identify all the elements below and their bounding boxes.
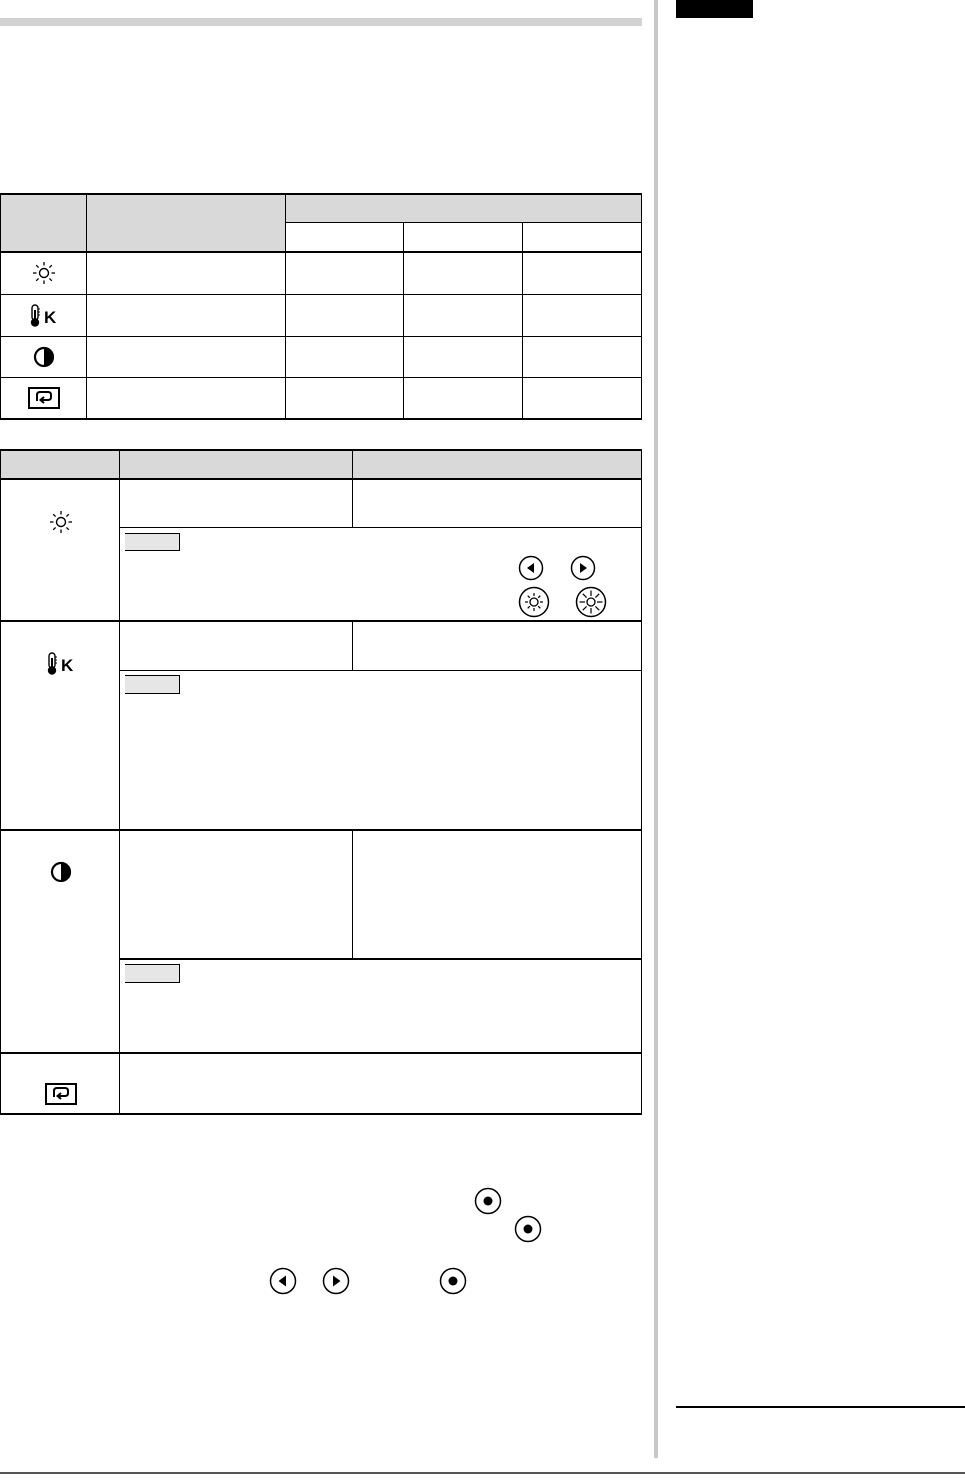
reset-icon [45, 1083, 77, 1105]
right-arrow-button-icon [322, 1267, 350, 1295]
detail-row-contrast [0, 831, 642, 1052]
right-arrow-button-icon [570, 555, 596, 581]
brightness-icon [32, 261, 56, 285]
left-arrow-button-icon [269, 1267, 297, 1295]
section-rule [0, 18, 642, 26]
reset-icon [28, 387, 60, 409]
contrast-icon [50, 861, 72, 883]
detail-row-brightness [0, 480, 642, 620]
temperature-icon [28, 304, 60, 328]
temperature-icon [45, 652, 77, 676]
enter-button-icon [474, 1187, 502, 1215]
svg-text:K: K [44, 308, 57, 327]
enter-button-icon [439, 1267, 467, 1295]
column-divider [654, 0, 658, 1458]
brightness-icon [49, 510, 73, 534]
settings-row-temperature [0, 295, 86, 336]
detail-header [0, 450, 641, 479]
note-tag [125, 533, 180, 551]
brightness-up-icon [574, 586, 608, 618]
page-bottom-rule [0, 1472, 965, 1474]
settings-header [0, 194, 286, 252]
settings-header-group [286, 194, 641, 223]
detail-row-temperature [0, 622, 642, 829]
enter-button-icon [514, 1215, 542, 1243]
contrast-icon [33, 346, 55, 368]
detail-row-reset [0, 1054, 642, 1113]
left-arrow-button-icon [518, 555, 544, 581]
svg-text:K: K [61, 656, 74, 675]
settings-row-reset [0, 378, 86, 418]
sidebar-footnote-rule [676, 1406, 965, 1408]
brightness-down-icon [518, 586, 550, 618]
settings-row-contrast [0, 337, 86, 377]
note-tag [125, 964, 180, 983]
sidebar-note-tag [676, 0, 753, 18]
settings-row-brightness [0, 253, 86, 294]
note-tag [125, 675, 180, 694]
